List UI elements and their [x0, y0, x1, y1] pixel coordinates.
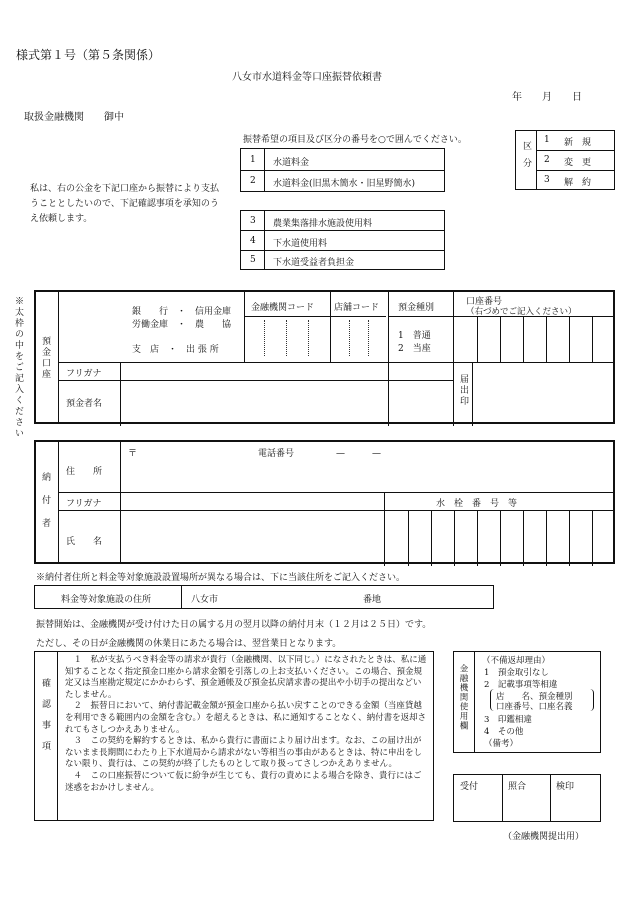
item-agri-drain[interactable]: 農業集落排水施設使用料 [273, 219, 373, 229]
bank-addressee: 取扱金融機関 御中 [24, 112, 124, 123]
branch-code-label: 店舗コード [334, 303, 380, 313]
account-section [34, 290, 615, 424]
stamp-checked: 照合 [508, 782, 527, 792]
confirm-p4: ４ この口座振替について仮に紛争が生じても、貴行の責めによる場合を除き、貴行にはご迷惑をおかけしません。 [65, 770, 422, 793]
footer-note: （金融機関提出用） [503, 832, 585, 842]
reason-mismatch: 2 記載事項等相違 [484, 680, 558, 690]
request-text: 私は、右の公金を下記口座から振替により支払うこととしたいので、下記確認事項を承知のうえ依頼します。 [30, 184, 220, 224]
side-note: ※太枠の中をご記入ください [13, 296, 23, 439]
item-water-kyu[interactable]: 水道料金(旧黒木簡水・旧星野簡水) [273, 179, 416, 189]
items-water-box [240, 148, 445, 192]
item-no: 3 [250, 216, 256, 226]
payer-section-label: 納付者 [40, 472, 50, 541]
account-number-label: 口座番号 [466, 297, 503, 307]
account-number-note: （右づめでご記入ください） [466, 307, 577, 317]
start-line2: ただし、その日が金融機関の休業日にあたる場合は、翌営業日となります。 [36, 639, 342, 649]
account-furigana-input[interactable] [126, 365, 382, 378]
items-instruction: 振替希望の項目及び区分の番号を○で囲んでください。 [243, 135, 467, 145]
bank-use-box [453, 651, 601, 753]
kubun-no: 3 [544, 175, 550, 185]
payer-address-label: 住 所 [66, 467, 103, 477]
payer-section [34, 440, 615, 564]
facility-label: 料金等対象施設の住所 [61, 595, 152, 605]
postal-mark: 〒 [128, 449, 138, 459]
form-number: 様式第１号（第５条関係） [16, 48, 161, 62]
kubun-change[interactable]: 変 更 [564, 158, 592, 168]
facility-address-input[interactable] [221, 589, 357, 605]
phone-label: 電話番号 [258, 449, 295, 459]
date-field[interactable]: 年 月 日 [512, 92, 582, 103]
item-no: 5 [250, 255, 256, 265]
item-sewer-fee[interactable]: 下水道使用料 [273, 239, 328, 249]
confirm-p3: ３ この契約を解約するときは、私から貴行に書面により届け出ます。なお、この届け出がないまま長期間にわたり上下水道局から請求がない等相当の事由があるときは、特に申出をしない限り、貴行は、この契約が終了したものとして取り扱ってさしつかえありません。 [65, 736, 423, 770]
item-water[interactable]: 水道料金 [273, 158, 310, 168]
facility-banchi: 番地 [363, 595, 382, 605]
kubun-no: 2 [544, 155, 550, 165]
items-sewer-box [240, 210, 445, 270]
deposit-type-current[interactable]: 2 当座 [398, 344, 431, 354]
kubun-label: 区分 [521, 141, 531, 175]
branch-type: 支 店 ・ 出 張 所 [132, 345, 219, 355]
confirm-p1: １ 私が支払うべき料金等の請求が貴行（金融機関、以下同じ。）になされたときは、私に通知することなく指定預金口座から請求金額を引落しの上お支払いください。この場合、預金規定又は当座勘定規定にかかわらず、預金通帳及び預金払戻請求書の提出や小切手の提出などいたしません。 [65, 655, 427, 700]
bank-use-note: （備考） [484, 739, 519, 749]
reason-seal: 3 印鑑相違 [484, 715, 532, 725]
reason-mismatch-b: 口座番号、口座名義 [496, 702, 573, 712]
confirm-p2: ２ 振替日において、納付書記載金額が預金口座から払い戻すことのできる金額（当座貸越を利用できる範囲内の金額を含む。）を超えるときは、私に通知することなく、納付書を返却されてもさしつかえありません。 [65, 701, 427, 735]
payer-name-label: 氏 名 [66, 537, 103, 547]
bank-use-heading: （不備返却理由） [482, 656, 551, 666]
facility-box [34, 585, 494, 609]
item-no: 2 [250, 176, 256, 186]
payer-name-input[interactable] [126, 514, 378, 560]
reason-no-account: 1 預金取引なし [484, 668, 549, 678]
bank-type-line2: 労働金庫 ・ 農 協 [132, 320, 232, 330]
seal-label: 届出印 [458, 374, 468, 407]
bank-type-line1: 銀 行 ・ 信用金庫 [132, 307, 232, 317]
kubun-box [515, 130, 615, 190]
deposit-type-label: 預金種別 [398, 303, 435, 313]
payer-address-input[interactable] [126, 460, 606, 488]
reason-other: 4 その他 [484, 727, 524, 737]
item-sewer-burden[interactable]: 下水道受益者負担金 [273, 258, 355, 268]
account-holder-input[interactable] [126, 388, 382, 418]
stamp-received: 受付 [460, 782, 479, 792]
stamp-box [453, 774, 601, 822]
item-no: 4 [250, 236, 256, 246]
kubun-no: 1 [544, 135, 550, 145]
payer-furigana-label: フリガナ [66, 499, 102, 509]
account-section-label: 預金口座 [40, 336, 50, 380]
kubun-new[interactable]: 新 規 [564, 138, 592, 148]
deposit-type-ordinary[interactable]: 1 普通 [398, 331, 431, 341]
stamp-approved: 検印 [556, 782, 575, 792]
reason-mismatch-a: 店 名、預金種別 [496, 692, 573, 702]
facility-note: ※納付者住所と料金等対象施設設置場所が異なる場合は、下に当該住所をご記入ください。 [36, 573, 406, 583]
confirmation-label: 確認事項 [40, 678, 50, 762]
meter-number-label: 水 栓 番 号 等 [436, 499, 518, 509]
item-no: 1 [250, 155, 256, 165]
phone-dash: — — [336, 449, 382, 459]
account-furigana-label: フリガナ [66, 369, 102, 379]
kubun-cancel[interactable]: 解 約 [564, 178, 592, 188]
form-title: 八女市水道料金等口座振替依頼書 [232, 72, 382, 83]
confirmation-box [34, 651, 434, 821]
start-line1: 振替開始は、金融機関が受け付けた日の属する月の翌月以降の納付月末（１２月は２５日）です。 [36, 620, 432, 630]
bank-code-label: 金融機関コード [251, 303, 315, 313]
account-holder-label: 預金者名 [66, 399, 103, 409]
facility-city: 八女市 [191, 595, 219, 605]
bank-use-label: 金融機関使用欄 [458, 664, 468, 731]
